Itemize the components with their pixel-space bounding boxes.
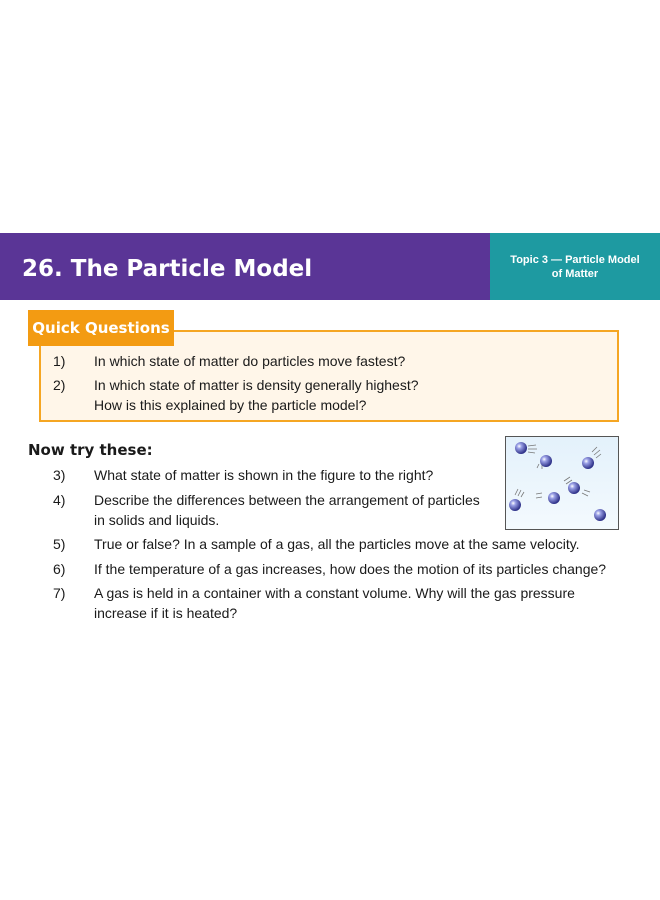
page-title: 26. The Particle Model [22,255,313,282]
particle [594,509,606,521]
particle [548,492,560,504]
page-header [0,233,660,300]
question-text: increase if it is heated? [94,605,238,621]
quick-questions-label: Quick Questions [32,319,170,337]
question-5 [53,535,653,553]
question-number: 7) [53,585,66,601]
particle-group [509,442,606,521]
question-number: 5) [53,536,66,552]
particle [568,482,580,494]
question-text: True or false? In a sample of a gas, all the particles move at the same velocity. [94,536,580,552]
gas-figure [505,436,619,530]
now-try-heading: Now try these: [28,441,153,459]
question-text: What state of matter is shown in the figure to the right? [94,467,434,483]
question-7 [53,584,653,602]
question-number: 6) [53,561,66,577]
question-number: 2) [53,377,66,393]
question-3 [53,466,503,484]
question-2 [53,376,613,394]
particle [509,499,521,511]
gas-particles-icon [506,437,618,529]
particle [515,442,527,454]
topic-banner [490,233,660,300]
question-number: 4) [53,492,66,508]
question-number: 1) [53,353,66,369]
question-text: How is this explained by the particle model? [94,397,367,413]
title-banner [0,233,490,300]
question-7-continued [53,604,653,622]
topic-label: Topic 3 — Particle Model of Matter [510,253,640,280]
question-1 [53,352,613,370]
question-number: 3) [53,467,66,483]
question-4-continued [53,511,503,529]
question-text: In which state of matter is density generally highest? [94,377,419,393]
question-text: If the temperature of a gas increases, how does the motion of its particles change? [94,561,607,577]
quick-questions-tab [28,310,174,346]
question-text: A gas is held in a container with a constant volume. Why will the gas pressure [94,585,575,601]
question-4 [53,491,503,509]
particle [540,455,552,467]
question-text: in solids and liquids. [94,512,220,528]
question-6 [53,560,653,578]
question-2-continued [53,396,613,414]
question-text: In which state of matter do particles move fastest? [94,353,406,369]
particle [582,457,594,469]
question-text: Describe the differences between the arrangement of particles [94,492,480,508]
